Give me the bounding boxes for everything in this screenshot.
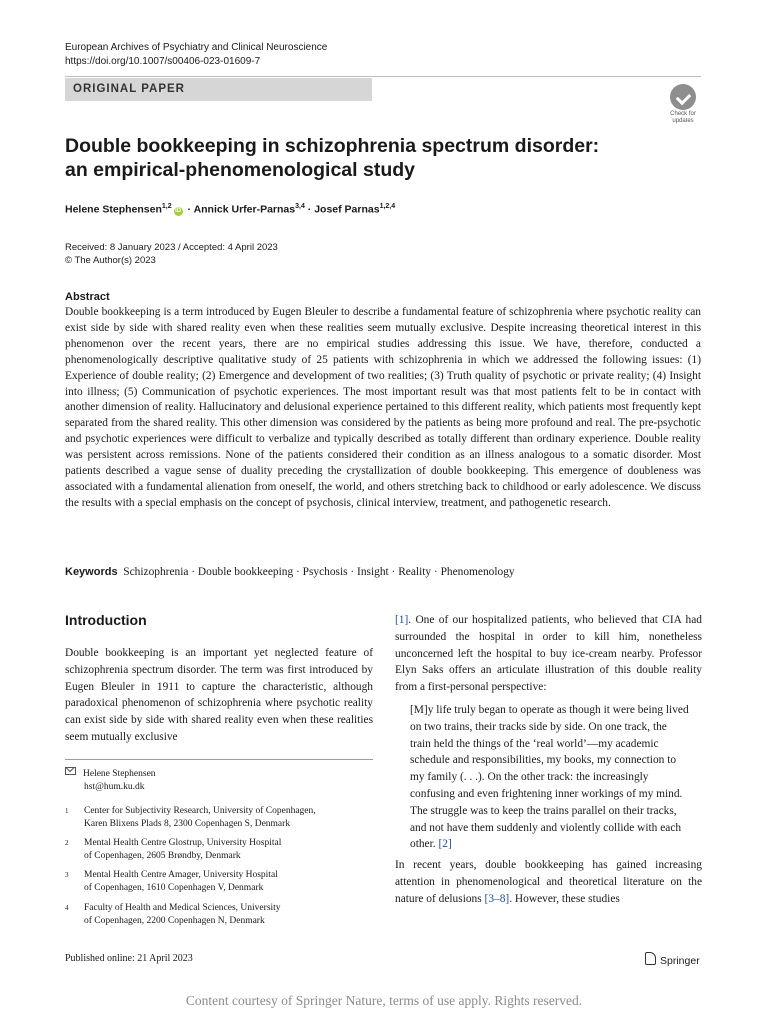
intro-paragraph-1: Double bookkeeping is an important yet neglected feature of schizophrenia spectrum disorder. The term was first introduced by Eugen Bleuler in 1911 to capture the characteristic, although paradoxical phenomenon of schizophrenia where psychotic reality can exist side by side with shared reality even when these realities seem mutually exclusive	[65, 647, 373, 743]
footnote-divider	[65, 759, 373, 760]
envelope-icon	[65, 767, 76, 775]
author-separator: ·	[184, 203, 194, 216]
check-for-updates-icon	[670, 84, 696, 110]
affiliation-line: Faculty of Health and Medical Sciences, University	[84, 903, 281, 913]
header-divider	[65, 76, 701, 77]
affiliation-line: Center for Subjectivity Research, University of Copenhagen,	[84, 806, 316, 816]
check-badge-line1: Check for	[670, 111, 696, 117]
abstract-text: Double bookkeeping is a term introduced by Eugen Bleuler to describe a fundamental feature of schizophrenia where psychotic reality can exist side by side with shared reality even when these realities seem mutually exclusive. Despite increasing theoretical interest in this phenomenon over the recent years, there are no empirical studies addressing this issue. We have, therefore, conducted a phenomenologically descriptive qualitative study of 25 patients with schizophrenia in which we addressed the following issues: (1) Experience of double reality; (2) Emergence and development of two realities; (3) Truth quality of psychotic or private reality; (4) Insight into illness; (5) Communication of psychotic experiences. The most important result was that most patients felt to be in contact with another dimension of reality. Hallucinatory and delusional experience pertained to this different reality, which patients most frequently kept separated from the shared reality. This other dimension was considered by the patients as being more profound and real. The pre-psychotic and psychotic experiences were difficult to verbalize and typically described as totally different than ordinary experience. Double reality was persistent across remissions. None of the patients considered their condition as an illness analogous to a somatic disorder. Most patients described a vague sense of duality preceding the crystallization of double bookkeeping. This emergence of doubleness was associated with a fundamental alienation from oneself, the world, and others stretching back to childhood or early adolescence. We discuss the results with a special emphasis on the concept of psychosis, clinical interview, treatment, and pathogenetic research.	[65, 306, 701, 509]
journal-header	[65, 41, 327, 69]
affiliation-line: Mental Health Centre Glostrup, University Hospital	[84, 838, 282, 848]
affiliation	[65, 869, 365, 894]
affiliation-number: 1	[65, 807, 69, 815]
correspondence-name: Helene Stephensen	[83, 769, 156, 779]
affiliation-line: of Copenhagen, 2605 Brøndby, Denmark	[84, 850, 241, 861]
author-affiliation: 1,2	[161, 203, 172, 210]
author-name[interactable]: Annick Urfer-Parnas	[193, 203, 296, 216]
publisher-logo	[645, 952, 700, 967]
affiliation	[65, 805, 365, 830]
copyright: © The Author(s) 2023	[65, 255, 156, 266]
received-accepted: Received: 8 January 2023 / Accepted: 4 April 2023	[65, 242, 278, 253]
affiliation-line: Mental Health Centre Amager, University Hospital	[84, 870, 278, 880]
citation-link[interactable]: [2]	[438, 838, 452, 851]
affiliation-number: 2	[65, 839, 69, 847]
author-affiliation: 3,4	[295, 203, 305, 210]
correspondence-email[interactable]: hst@hum.ku.dk	[84, 781, 145, 792]
author-affiliation: 1,2,4	[379, 203, 396, 210]
title-line-2: an empirical-phenomenological study	[65, 159, 415, 181]
courtesy-notice: Content courtesy of Springer Nature, terms of use apply. Rights reserved.	[185, 993, 583, 1008]
orcid-icon[interactable]: iD	[175, 207, 182, 214]
journal-doi[interactable]: https://doi.org/10.1007/s00406-023-01609-7	[65, 56, 261, 67]
affiliation-line: Karen Blixens Plads 8, 2300 Copenhagen S, Denmark	[84, 818, 291, 829]
affiliation	[65, 902, 365, 927]
affiliation-line: of Copenhagen, 2200 Copenhagen N, Denmark	[84, 915, 265, 926]
keywords-label: Keywords	[65, 566, 118, 578]
section-label: ORIGINAL PAPER	[65, 78, 372, 101]
citation-link[interactable]: [1]	[395, 614, 409, 626]
affiliation	[65, 837, 365, 862]
journal-name: European Archives of Psychiatry and Clinical Neuroscience	[65, 42, 328, 53]
block-quote	[410, 702, 690, 853]
title-line-1: Double bookkeeping in schizophrenia spectrum disorder:	[65, 135, 600, 157]
article-dates	[65, 241, 278, 267]
citation-link[interactable]: [3–8]	[484, 892, 510, 905]
intro-paragraph-3	[395, 857, 702, 907]
intro-paragraph-3-tail: . However, these studies	[509, 892, 620, 905]
publisher-name: Springer	[660, 955, 700, 967]
keywords	[65, 566, 515, 578]
intro-paragraph-2-text: . One of our hospitalized patients, who believed that CIA had surrounded the hospital in order to kill him, nonetheless unconcerned left the hospital to buy ice-cream nearby. Professor Elyn Saks offers an articulate illustration of this double reality from a first-personal perspective:	[395, 614, 702, 694]
affiliation-number: 3	[65, 871, 69, 879]
check-badge-line2: updates	[672, 117, 694, 124]
introduction-heading: Introduction	[65, 612, 147, 628]
quote-text: [M]y life truly began to operate as though it were being lived on two trains, their tracks side by side. On one track, the train held the things of the ‘real world’—my academic schedule and responsibilities, my books, my connection to my family (. . .). On the other track: the increasingly confusing and even frightening inner workings of my mind. The struggle was to keep the trains parallel on their tracks, and not have them suddenly and violently collide with each other.	[410, 704, 689, 851]
author-separator: ·	[304, 203, 315, 216]
abstract-heading: Abstract	[65, 291, 110, 303]
keywords-list: Schizophrenia · Double bookkeeping · Psychosis · Insight · Reality · Phenomenology	[123, 566, 515, 578]
article-title	[65, 134, 685, 182]
check-for-updates-badge[interactable]	[665, 84, 701, 123]
author-name[interactable]: Josef Parnas	[314, 203, 380, 216]
intro-paragraph-3-text: In recent years, double bookkeeping has gained increasing attention in phenomenological and theoretical literature on the nature of delusions	[395, 859, 702, 905]
author-name[interactable]: Helene Stephensen	[65, 203, 162, 216]
author-list	[65, 203, 395, 216]
intro-paragraph-2	[395, 612, 702, 696]
springer-horse-icon	[645, 952, 656, 965]
published-online: Published online: 21 April 2023	[65, 953, 193, 964]
affiliation-number: 4	[65, 904, 69, 912]
correspondence	[65, 767, 156, 793]
affiliation-line: of Copenhagen, 1610 Copenhagen V, Denmark	[84, 882, 264, 893]
